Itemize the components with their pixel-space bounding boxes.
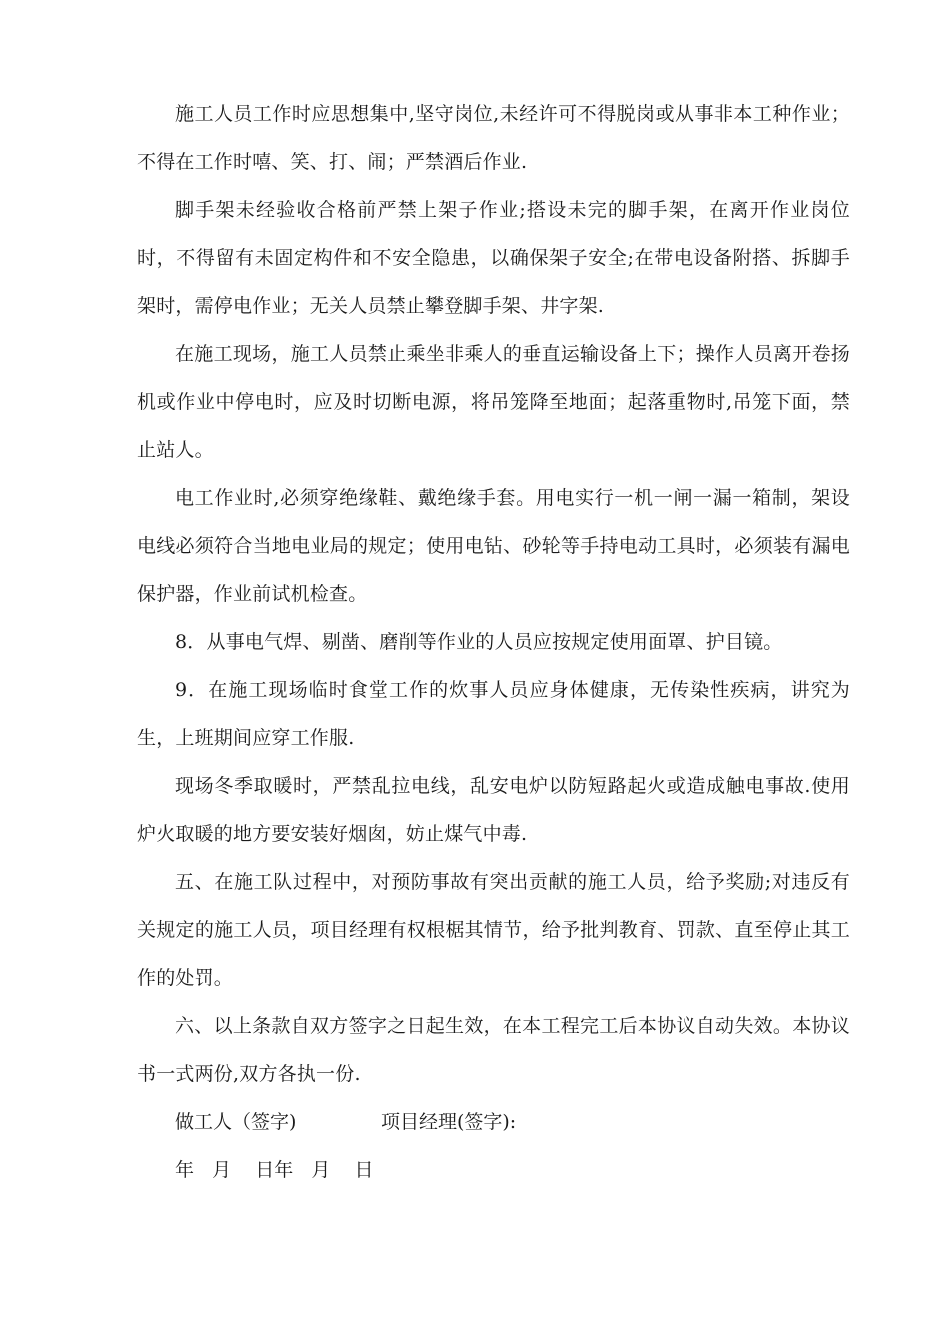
paragraph-rewards-penalties: 五、在施工队过程中，对预防事故有突出贡献的施工人员，给予奖励;对违反有关规定的施工人员，项目经理有权根椐其情节，给予批判教育、罚款、直至停止其工作的处罚。 xyxy=(137,871,850,989)
paragraph-effectiveness: 六、以上条款自双方签字之日起生效，在本工程完工后本协议自动失效。本协议书一式两份,双方各执一份. xyxy=(137,1015,850,1085)
paragraph-hoist-safety: 在施工现场，施工人员禁止乘坐非乘人的垂直运输设备上下；操作人员离开卷扬机或作业中停电时，应及时切断电源，将吊笼降至地面；起落重物时,吊笼下面，禁止站人。 xyxy=(137,343,850,461)
paragraph-welding-protection: 8．从事电气焊、剔凿、磨削等作业的人员应按规定使用面罩、护目镜。 xyxy=(175,631,783,653)
paragraph-worker-conduct: 施工人员工作时应思想集中,坚守岗位,未经许可不得脱岗或从事非本工种作业；不得在工作时嘻、笑、打、闹；严禁酒后作业. xyxy=(137,103,850,173)
date-line: 年 月 日年 月 日 xyxy=(175,1159,374,1181)
paragraph-electrical-work: 电工作业时,必须穿绝缘鞋、戴绝缘手套。用电实行一机一闸一漏一箱制，架设电线必须符合当地电业局的规定；使用电钻、砂轮等手持电动工具时，必须装有漏电保护器，作业前试机检查。 xyxy=(137,487,850,605)
paragraph-winter-heating: 现场冬季取暖时，严禁乱拉电线，乱安电炉以防短路起火或造成触电事故.使用炉火取暖的地方要安装好烟囱，妨止煤气中毒. xyxy=(137,775,850,845)
paragraph-scaffold-safety: 脚手架未经验收合格前严禁上架子作业;搭设未完的脚手架，在离开作业岗位时，不得留有未固定构件和不安全隐患，以确保架子安全;在带电设备附搭、拆脚手架时，需停电作业；无关人员禁止攀登脚手架、井字架. xyxy=(137,199,850,317)
paragraph-canteen-staff: 9．在施工现场临时食堂工作的炊事人员应身体健康，无传染性疾病，讲究为生，上班期间应穿工作服. xyxy=(137,679,850,749)
signature-line: 做工人（签字) 项目经理(签字): xyxy=(175,1111,517,1133)
document-body xyxy=(137,90,850,1194)
